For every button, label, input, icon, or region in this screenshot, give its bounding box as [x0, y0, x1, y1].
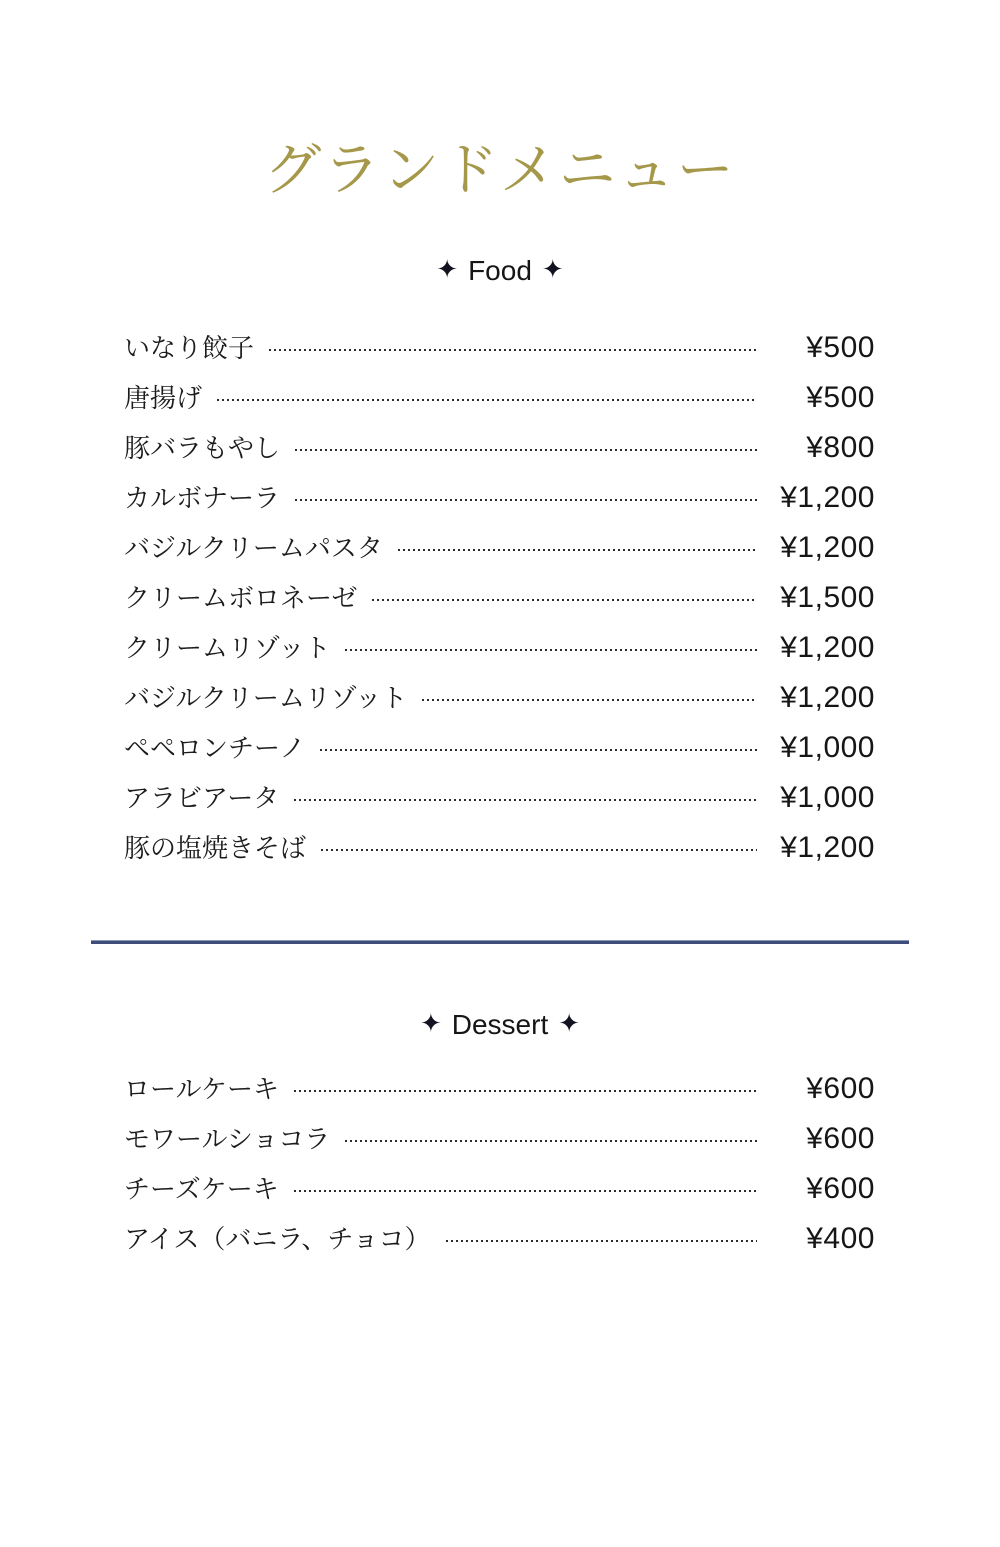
menu-item-row	[124, 331, 875, 365]
item-price: ¥800	[806, 431, 875, 465]
menu-item-row	[124, 1172, 875, 1206]
item-name: チーズケーキ	[124, 1173, 279, 1204]
item-name: アイス（バニラ、チョコ）	[124, 1223, 431, 1254]
item-price: ¥1,200	[780, 481, 875, 515]
menu-item-row	[124, 431, 875, 465]
item-price: ¥1,500	[780, 581, 875, 615]
item-price: ¥1,200	[780, 681, 875, 715]
menu-item-row	[124, 831, 875, 865]
section-label-dessert: Dessert	[451, 1009, 549, 1041]
food-item-list	[0, 331, 1000, 865]
menu-item-row	[124, 631, 875, 665]
item-price: ¥1,000	[780, 781, 875, 815]
item-price: ¥1,000	[780, 731, 875, 765]
item-name: モワールショコラ	[124, 1123, 331, 1154]
menu-item-row	[124, 1122, 875, 1156]
menu-page	[0, 138, 1000, 1547]
section-heading-dessert	[0, 1008, 1000, 1042]
item-name: 豚バラもやし	[124, 433, 281, 464]
item-price: ¥1,200	[780, 831, 875, 865]
dotted-leader	[217, 399, 757, 401]
item-price: ¥400	[806, 1221, 875, 1255]
item-name: カルボナーラ	[124, 483, 281, 514]
dotted-leader	[345, 1140, 757, 1142]
item-name: クリームボロネーゼ	[124, 583, 358, 614]
dotted-leader	[372, 599, 757, 601]
dotted-leader	[398, 549, 757, 551]
menu-item-row	[124, 581, 875, 615]
dotted-leader	[295, 499, 757, 501]
item-name: アラビアータ	[124, 783, 280, 814]
dotted-leader	[269, 349, 757, 351]
item-name: 唐揚げ	[124, 383, 203, 414]
section-label-food: Food	[468, 254, 532, 286]
sparkle-icon: ✦	[419, 1009, 442, 1040]
dotted-leader	[345, 649, 757, 651]
dotted-leader	[294, 1190, 757, 1192]
item-name: 豚の塩焼きそば	[124, 833, 307, 864]
menu-item-row	[124, 781, 875, 815]
dotted-leader	[295, 449, 757, 451]
item-name: いなり餃子	[124, 333, 255, 364]
item-price: ¥1,200	[780, 631, 875, 665]
item-price: ¥500	[806, 331, 875, 365]
menu-item-row	[124, 381, 875, 415]
menu-item-row	[124, 681, 875, 715]
section-divider	[91, 940, 909, 944]
dotted-leader	[294, 1090, 757, 1092]
item-name: バジルクリームパスタ	[124, 533, 383, 564]
menu-item-row	[124, 481, 875, 515]
item-name: ロールケーキ	[124, 1073, 279, 1104]
item-name: クリームリゾット	[124, 633, 331, 664]
menu-item-row	[124, 1222, 875, 1256]
item-name: ペペロンチーノ	[124, 733, 306, 764]
item-price: ¥500	[806, 381, 875, 415]
dotted-leader	[321, 849, 757, 851]
item-price: ¥600	[806, 1071, 875, 1105]
dotted-leader	[446, 1240, 757, 1242]
sparkle-icon: ✦	[436, 254, 459, 285]
item-name: バジルクリームリゾット	[124, 683, 408, 714]
menu-item-row	[124, 531, 875, 565]
dotted-leader	[320, 749, 757, 751]
dessert-item-list	[0, 1072, 1000, 1256]
sparkle-icon: ✦	[558, 1009, 581, 1040]
sparkle-icon: ✦	[541, 254, 564, 285]
item-price: ¥600	[806, 1121, 875, 1155]
item-price: ¥600	[806, 1171, 875, 1205]
menu-item-row	[124, 731, 875, 765]
item-price: ¥1,200	[780, 531, 875, 565]
menu-item-row	[124, 1072, 875, 1106]
dotted-leader	[294, 799, 757, 801]
page-title: グランドメニュー	[264, 137, 736, 203]
dotted-leader	[422, 699, 757, 701]
section-heading-food	[0, 254, 1000, 288]
